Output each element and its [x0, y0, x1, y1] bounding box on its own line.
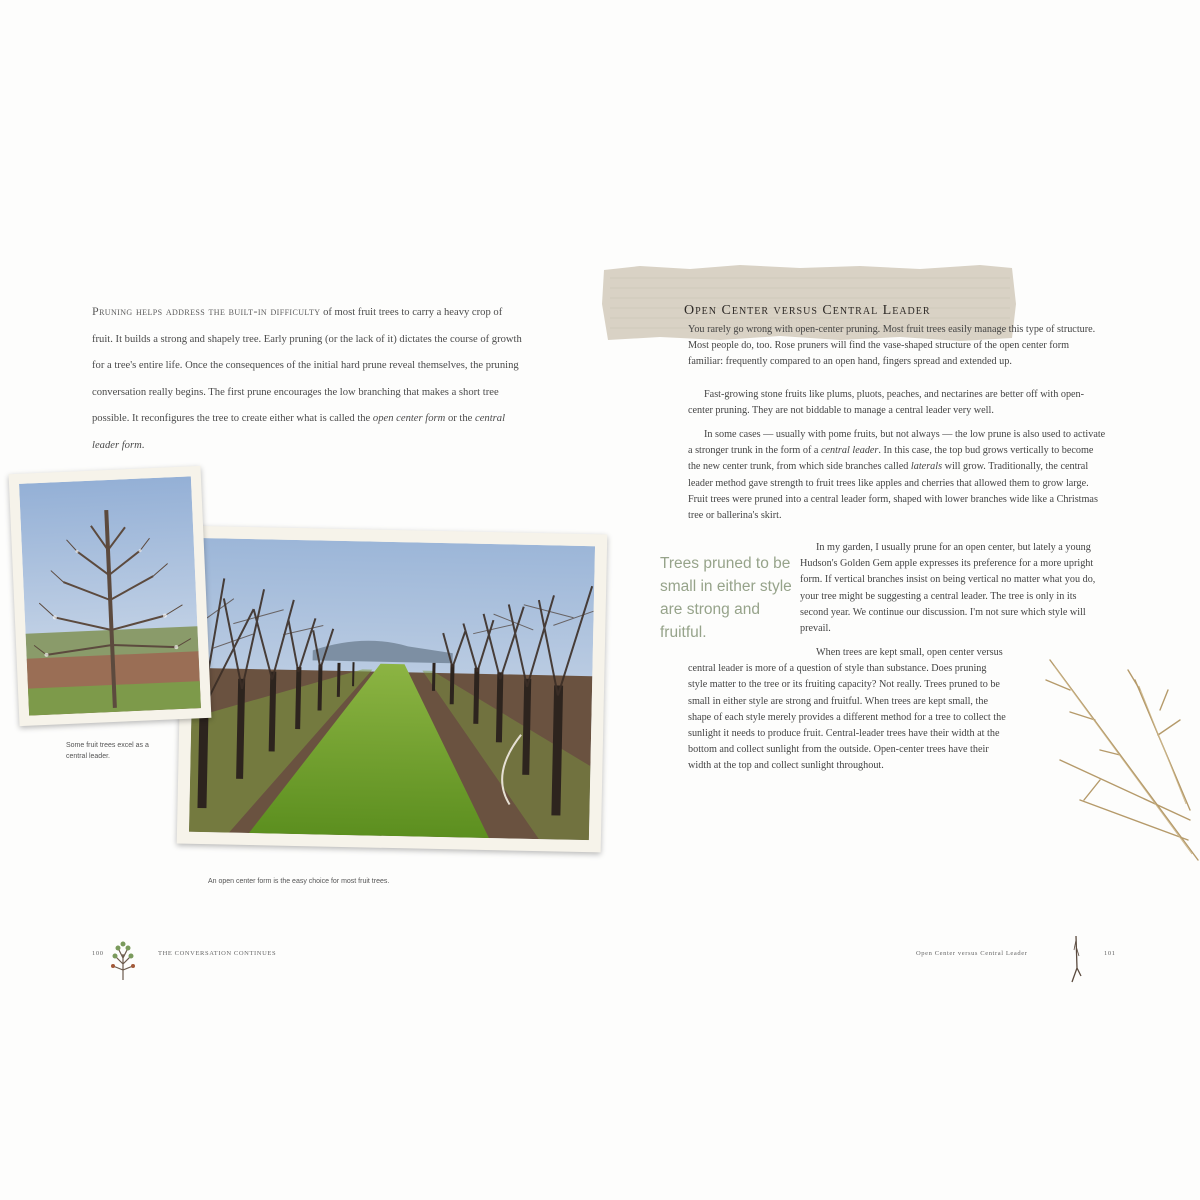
central-leader-tree-image — [19, 476, 201, 715]
intro-text: or the — [445, 413, 476, 424]
body-text: In some cases — usually with pome fruits, but not always — the low prune is also used to activate a stronger trunk in the form of a — [688, 429, 1106, 457]
running-head-left: THE CONVERSATION CONTINUES — [158, 950, 277, 957]
orchard-rows-image — [189, 538, 595, 840]
section-title: Open Center versus Central Leader — [684, 303, 931, 318]
intro-text: of most fruit trees to carry a heavy crop of fruit. It builds a strong and shapely tree. Early pruning (or the lack of it) dictates the course of growth for a tree's entire life. Once the consequences of the initial hard prune reveal themselves, the pruning conversation really begins. The first prune encourages the low branching that makes a short tree possible. It reconfigures the tree to create either what is called the — [92, 307, 522, 424]
term-laterals: laterals — [910, 461, 943, 473]
body-text: . In this case, the top bud grows vertically to become the new center trunk, from which side branches called — [688, 445, 1094, 473]
tree-icon — [108, 936, 138, 985]
term-open-center: open center form — [372, 413, 446, 424]
intro-text: . — [141, 439, 145, 451]
body-paragraph — [688, 427, 1106, 524]
lead-in: Pruning helps address the built-in difficulty — [92, 304, 321, 318]
orchard-rows-photo — [177, 526, 608, 853]
term-central-leader: central leader form — [92, 413, 506, 451]
term-central-leader: central leader — [820, 445, 879, 457]
central-leader-tree-photo — [9, 466, 212, 726]
body-paragraph: In my garden, I usually prune for an open center, but lately a young Hudson's Golden Gem apple expresses its preference for a more upright form. If vertical branches insist on being vertical no matter what you do, your tree might be suggesting a central leader. The tree is only in its second year. We continue our discussion. I'm not sure which style will prevail. — [800, 542, 1096, 635]
body-paragraph: You rarely go wrong with open-center pruning. Most fruit trees easily manage this type of structure. Most people do, too. Rose pruners will find the vase-shaped structure of the open center form familiar: frequently compared to an open hand, fingers spread and extended up. — [688, 324, 1096, 368]
pull-quote: Trees pruned to be small in either style are strong and fruitful. — [660, 555, 792, 641]
body-paragraph: Fast-growing stone fruits like plums, pluots, peaches, and nectarines are better off with open-center pruning. They are not biddable to manage a central leader very well. — [688, 389, 1085, 417]
dried-grass-icon — [1040, 650, 1200, 875]
small-photo-caption: Some fruit trees excel as a central leader. — [66, 742, 149, 760]
large-photo-caption: An open center form is the easy choice for most fruit trees. — [208, 878, 390, 885]
body-text: will grow. Traditionally, the central leader method gave strength to fruit trees like apples and cherries that allowed them to grow large. Fruit trees were pruned into a central leader form, shaped with lower branches wide like a Christmas tree or ballerina's skirt. — [688, 461, 1098, 522]
intro-paragraph — [92, 298, 522, 459]
page-number-left: 100 — [92, 950, 104, 957]
running-head-right: Open Center versus Central Leader — [916, 950, 1028, 957]
page-number-right: 101 — [1104, 950, 1116, 957]
twig-icon — [1068, 934, 1084, 991]
body-paragraph: When trees are kept small, open center versus central leader is more of a question of style than substance. Does pruning style matter to the tree or its fruiting capacity? Not really. Trees pruned to be small in either style are strong and fruitful. When trees are kept small, the shape of each style merely provides a different method for a tree to collect the sunlight it needs to produce fruit. Central-leader trees have their width at the bottom and collect sunlight from the outside. Open-center trees have their width at the top and collect sunlight throughout. — [688, 647, 1006, 772]
